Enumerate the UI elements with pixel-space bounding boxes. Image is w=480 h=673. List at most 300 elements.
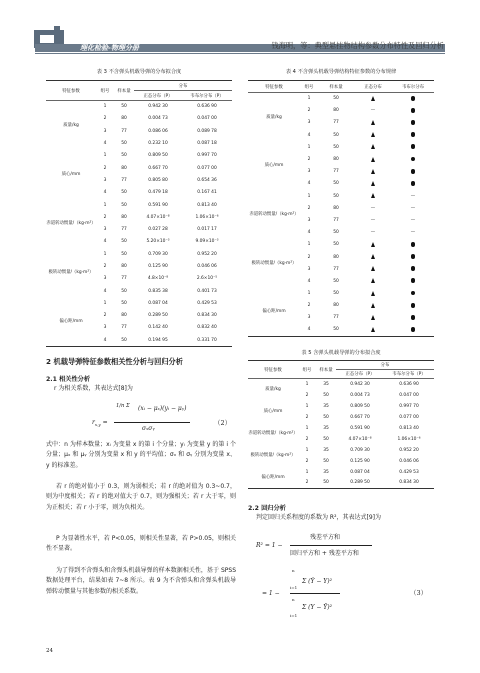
sample-size-cell: 50 — [121, 202, 127, 208]
param-cell: 质量/kg — [63, 122, 79, 128]
weibull-fit-cell — [392, 166, 434, 178]
table-row — [46, 150, 232, 162]
sample-size-cell: 80 — [121, 165, 127, 171]
table3-caption: 表 3 不含弹头机载导弹的分布拟合度 — [96, 69, 182, 75]
table-row — [248, 467, 434, 478]
triangle-marker-icon — [371, 254, 375, 259]
triangle-marker-icon — [371, 120, 375, 125]
group-cell: 3 — [103, 276, 107, 282]
param-cell: 偏心距/mm — [59, 319, 83, 325]
normal-p-cell: 0.591 90 — [148, 202, 168, 208]
header-rule — [35, 53, 445, 54]
triangle-marker-icon — [371, 242, 375, 247]
eq3-fraction-bar-1 — [290, 545, 372, 546]
dash-marker: — — [370, 205, 376, 211]
normal-fit-cell — [354, 117, 392, 129]
normal-p-cell: 4.8×10⁻⁸ — [147, 276, 169, 282]
normal-fit-cell — [354, 166, 392, 178]
table5-header-normal: 正态分布（P） — [345, 372, 375, 377]
sample-size-cell: 77 — [333, 120, 339, 126]
sample-size-cell: 50 — [121, 251, 127, 257]
eq3-label: （3） — [410, 589, 428, 597]
filled-circle-marker-icon — [411, 242, 416, 247]
group-cell: 2 — [305, 414, 309, 420]
normal-p-cell: 0.125 90 — [350, 458, 370, 464]
weibull-fit-cell — [392, 93, 434, 105]
group-cell: 2 — [307, 108, 311, 114]
normal-p-cell: 0.942 30 — [350, 381, 370, 387]
normal-fit-cell — [354, 178, 392, 190]
eq3-lhs: R² = 1 − — [256, 542, 283, 549]
table-row — [248, 288, 434, 300]
normal-fit-cell — [354, 93, 392, 105]
normal-p-cell: 0.027 28 — [148, 227, 168, 233]
eq2-denominator: σₓσᵧ — [142, 425, 155, 432]
normal-p-cell: 0.667 70 — [350, 414, 370, 420]
dash-marker: — — [410, 217, 416, 223]
filled-circle-marker-icon — [411, 120, 416, 125]
sample-size-cell: 50 — [333, 291, 339, 297]
param-cell: 偏心距/mm — [261, 474, 285, 480]
table3 — [46, 80, 232, 347]
weibull-fit-cell — [392, 178, 434, 190]
group-cell: 1 — [103, 104, 107, 110]
group-cell: 1 — [103, 251, 107, 257]
group-cell: 4 — [103, 337, 107, 343]
table4 — [248, 80, 434, 337]
group-cell: 1 — [305, 381, 309, 387]
sample-size-cell: 35 — [323, 447, 329, 453]
running-title: 钱海明，等：典型悬挂物结构参数分布特性及回归分析 — [271, 41, 444, 50]
group-cell: 1 — [103, 202, 107, 208]
sample-size-cell: 77 — [121, 128, 127, 134]
weibull-fit-cell — [392, 105, 434, 117]
group-cell: 1 — [307, 193, 311, 199]
table3-header-dist: 分布 — [134, 81, 232, 91]
subsection-heading-2-1: 2.1 相关性分析 — [46, 376, 91, 383]
filled-circle-marker-icon — [411, 96, 416, 101]
eq2-fraction-bar — [114, 422, 190, 423]
filled-circle-marker-icon — [411, 254, 416, 259]
group-cell: 2 — [305, 392, 309, 398]
normal-fit-cell — [354, 275, 392, 287]
sample-size-cell: 50 — [333, 132, 339, 138]
sample-size-cell: 50 — [333, 242, 339, 248]
sample-size-cell: 50 — [333, 278, 339, 284]
normal-p-cell: 0.087 04 — [148, 300, 168, 306]
table5 — [248, 360, 434, 489]
eq3-sum-bottom-1: i=1 — [290, 585, 298, 590]
table3-header-n: 样本量 — [117, 88, 131, 94]
weibull-fit-cell — [392, 129, 434, 141]
normal-p-cell: 4.07×10⁻⁸ — [146, 214, 170, 220]
triangle-marker-icon — [371, 327, 375, 332]
table5-header-n: 样本量 — [319, 367, 333, 373]
triangle-marker-icon — [371, 315, 375, 320]
table-row — [46, 199, 232, 211]
page-header — [0, 0, 480, 60]
regression-intro: 判定回归关系程度的系数为 R²，其表达式[9]为 — [256, 514, 381, 521]
filled-circle-marker-icon — [411, 169, 416, 174]
weibull-p-cell: 0.046 06 — [197, 264, 217, 269]
sample-size-cell: 50 — [323, 458, 329, 464]
group-cell: 1 — [307, 291, 311, 297]
table4-header-weibull: 韦布尔分布 — [402, 84, 424, 90]
weibull-fit-cell — [392, 300, 434, 312]
normal-p-cell: 0.835 38 — [148, 288, 168, 294]
normal-fit-cell — [354, 105, 392, 117]
group-cell: 2 — [307, 254, 311, 260]
normal-p-cell: 5.20×10⁻³ — [146, 239, 170, 245]
weibull-fit-cell — [392, 275, 434, 287]
table4-header-normal: 正态分布 — [364, 84, 382, 90]
normal-p-cell: 0.942 30 — [148, 104, 168, 110]
weibull-p-cell: 0.046 06 — [399, 458, 419, 464]
group-cell: 1 — [103, 153, 107, 159]
weibull-fit-cell — [392, 239, 434, 251]
filled-circle-marker-icon — [411, 157, 416, 162]
group-cell: 4 — [307, 278, 311, 284]
para-significance: P 为显著性水平，若 P<0.05，则相关性显著，若 P>0.05，则相关性不显著。 — [46, 535, 236, 553]
normal-p-cell: 0.289 50 — [350, 480, 370, 486]
weibull-p-cell: 0.832 40 — [197, 325, 217, 331]
sample-size-cell: 80 — [333, 254, 339, 260]
triangle-marker-icon — [371, 132, 375, 137]
sample-size-cell: 50 — [121, 300, 127, 306]
group-cell: 3 — [103, 325, 107, 331]
eq3-denominator-1: 回归平方和 + 残差平方和 — [290, 550, 359, 557]
table5-caption: 表 5 含弹头机载导弹的分布拟合度 — [301, 350, 381, 356]
table4-body — [248, 93, 434, 337]
table-row — [46, 248, 232, 260]
weibull-p-cell: 0.654 36 — [197, 177, 217, 183]
param-cell: 质心/mm — [264, 163, 284, 169]
group-cell: 2 — [305, 458, 309, 464]
normal-p-cell: 0.194 95 — [148, 337, 168, 343]
sample-size-cell: 50 — [121, 337, 127, 343]
sample-size-cell: 77 — [333, 169, 339, 175]
normal-fit-cell — [354, 214, 392, 226]
weibull-fit-cell — [392, 202, 434, 214]
normal-p-cell: 0.809 50 — [350, 403, 370, 409]
table-row — [248, 445, 434, 456]
sample-size-cell: 35 — [323, 425, 329, 431]
weibull-p-cell: 0.813 40 — [197, 202, 217, 208]
weibull-fit-cell — [392, 117, 434, 129]
eq3-sum-top-1: n — [292, 568, 295, 573]
normal-fit-cell — [354, 263, 392, 275]
normal-p-cell: 0.004 73 — [350, 392, 370, 398]
weibull-p-cell: 2.6×10⁻⁵ — [196, 276, 218, 282]
weibull-p-cell: 1.06×10⁻⁶ — [397, 436, 421, 442]
normal-p-cell: 0.232 10 — [148, 141, 168, 147]
group-cell: 3 — [307, 315, 311, 321]
correlation-intro: r 为相关系数，其表达式[8]为 — [54, 385, 133, 392]
filled-circle-marker-icon — [411, 278, 416, 283]
filled-circle-marker-icon — [411, 291, 416, 296]
sample-size-cell: 77 — [121, 177, 127, 183]
sample-size-cell: 50 — [333, 193, 339, 199]
subsection-heading-2-2: 2.2 回归分析 — [248, 505, 286, 512]
sample-size-cell: 80 — [333, 303, 339, 309]
weibull-p-cell: 9.09×10⁻³ — [195, 239, 219, 245]
sample-size-cell: 35 — [323, 403, 329, 409]
param-cell: 极转动惯量/（kg·m²） — [250, 453, 296, 458]
table-row — [248, 93, 434, 105]
weibull-fit-cell — [392, 288, 434, 300]
triangle-marker-icon — [371, 181, 375, 186]
filled-circle-marker-icon — [411, 144, 416, 149]
weibull-fit-cell — [392, 263, 434, 275]
weibull-fit-cell — [392, 214, 434, 226]
eq3-denominator-2: Σ (Y − Ȳ)² — [302, 604, 332, 611]
group-cell: 1 — [307, 144, 311, 150]
param-cell: 质量/kg — [265, 387, 281, 393]
normal-p-cell: 0.004 73 — [148, 116, 168, 122]
page-number: 24 — [46, 648, 54, 654]
triangle-marker-icon — [371, 193, 375, 198]
table-row — [248, 423, 434, 434]
table-row — [248, 239, 434, 251]
table5-header-param: 特征参数 — [264, 367, 282, 373]
sample-size-cell: 77 — [121, 325, 127, 331]
sample-size-cell: 80 — [121, 264, 127, 269]
group-cell: 1 — [103, 300, 107, 306]
triangle-marker-icon — [371, 169, 375, 174]
normal-fit-cell — [354, 251, 392, 263]
weibull-p-cell: 0.952 20 — [197, 251, 217, 257]
weibull-p-cell: 0.636 90 — [399, 381, 419, 387]
sample-size-cell: 77 — [333, 217, 339, 223]
sample-size-cell: 77 — [121, 227, 127, 233]
sample-size-cell: 50 — [121, 141, 127, 147]
table-row — [248, 141, 434, 153]
eq2-lhs: $r_{x,y}$ = — [92, 419, 108, 428]
group-cell: 4 — [103, 239, 107, 245]
weibull-fit-cell — [392, 251, 434, 263]
group-cell: 4 — [307, 327, 311, 333]
weibull-p-cell: 0.087 18 — [197, 141, 217, 147]
filled-circle-marker-icon — [411, 132, 416, 137]
normal-p-cell: 0.125 90 — [148, 264, 168, 269]
normal-fit-cell — [354, 300, 392, 312]
group-cell: 2 — [307, 205, 311, 211]
group-cell: 3 — [307, 169, 311, 175]
triangle-marker-icon — [371, 266, 375, 271]
normal-p-cell: 0.479 18 — [148, 190, 168, 196]
weibull-p-cell: 0.167 41 — [197, 190, 217, 196]
table-row — [46, 101, 232, 113]
para-variables: 式中：n 为样本数量；xᵢ 为变量 x 的第 i 个分量；yᵢ 为变量 y 的第 i 个分量；μₓ 和 μᵧ 分别为变量 x 和 y 的平均值；σₓ 和 σᵧ 分别为变量 x、y 的标准差。 — [46, 441, 236, 469]
dash-marker: — — [370, 108, 376, 114]
sample-size-cell: 35 — [323, 381, 329, 387]
normal-fit-cell — [354, 141, 392, 153]
dash-marker: — — [370, 230, 376, 236]
weibull-p-cell: 0.834 30 — [399, 480, 419, 486]
group-cell: 3 — [307, 217, 311, 223]
table5-header-weibull: 韦布尔分布（P） — [392, 372, 426, 377]
weibull-fit-cell — [392, 153, 434, 165]
weibull-fit-cell — [392, 324, 434, 336]
group-cell: 4 — [103, 190, 107, 196]
sample-size-cell: 50 — [323, 480, 329, 486]
dash-marker: — — [410, 230, 416, 236]
table5-header-group: 组号 — [302, 367, 312, 373]
weibull-p-cell: 0.813 40 — [399, 425, 419, 431]
eq3-second-lhs: = 1 − — [262, 590, 280, 597]
group-cell: 4 — [307, 230, 311, 236]
weibull-p-cell: 0.077 00 — [399, 414, 419, 420]
dash-marker: — — [410, 205, 416, 211]
group-cell: 3 — [307, 120, 311, 126]
eq3-fraction-bar-2 — [290, 593, 340, 594]
table-row — [248, 190, 434, 202]
normal-p-cell: 0.809 50 — [148, 153, 168, 159]
sample-size-cell: 50 — [333, 327, 339, 333]
normal-fit-cell — [354, 312, 392, 324]
table3-header-normal: 正态分布（P） — [143, 93, 173, 99]
table3-header-group: 组号 — [100, 88, 110, 94]
normal-fit-cell — [354, 202, 392, 214]
group-cell: 1 — [305, 447, 309, 453]
sample-size-cell: 80 — [121, 116, 127, 122]
eq2-numerator: (xᵢ − μₓ)(yᵢ − μᵧ) — [138, 405, 187, 412]
normal-p-cell: 0.667 70 — [148, 165, 168, 171]
triangle-marker-icon — [371, 96, 375, 101]
filled-circle-marker-icon — [411, 181, 416, 186]
sample-size-cell: 50 — [323, 392, 329, 398]
group-cell: 4 — [307, 181, 311, 187]
sample-size-cell: 50 — [333, 230, 339, 236]
param-cell: 质心/mm — [61, 171, 81, 177]
filled-circle-marker-icon — [411, 327, 416, 332]
journal-name: 理化检验-物理分册 — [80, 44, 139, 52]
group-cell: 2 — [103, 116, 107, 122]
group-cell: 1 — [305, 425, 309, 431]
weibull-p-cell: 0.636 90 — [197, 104, 217, 110]
weibull-p-cell: 0.834 30 — [197, 313, 217, 319]
param-cell: 质心/mm — [263, 409, 283, 414]
filled-circle-marker-icon — [411, 266, 416, 271]
normal-fit-cell — [354, 129, 392, 141]
para-correlation-levels: 若 r 的绝对值小于 0.3，则为弱相关；若 r 的绝对值为 0.3~0.7，则为中度相关；若 r 的绝对值大于 0.7，则为强相关；若 r 大于零，则为正相关；若 r 小于零，则为负相关。 — [46, 483, 236, 511]
param-cell: 赤道转动惯量/（kg·m²） — [248, 431, 298, 436]
group-cell: 2 — [305, 480, 309, 486]
normal-fit-cell — [354, 324, 392, 336]
group-cell: 2 — [307, 157, 311, 163]
filled-circle-marker-icon — [411, 303, 416, 308]
sample-size-cell: 80 — [333, 108, 339, 114]
weibull-p-cell: 0.047 00 — [399, 392, 419, 398]
param-cell: 极转动惯量/（kg·m²） — [251, 260, 297, 266]
sample-size-cell: 35 — [323, 469, 329, 475]
group-cell: 2 — [305, 436, 309, 442]
weibull-p-cell: 0.429 53 — [197, 300, 217, 306]
eq3-numerator-1: 残差平方和 — [310, 534, 341, 541]
sample-size-cell: 50 — [333, 181, 339, 187]
group-cell: 3 — [103, 128, 107, 134]
group-cell: 1 — [307, 242, 311, 248]
table5-body — [248, 379, 434, 489]
normal-p-cell: 0.805 80 — [148, 177, 168, 183]
param-cell: 质量/kg — [266, 114, 282, 120]
weibull-fit-cell — [392, 190, 434, 202]
eq3-sum-top-2: n — [292, 597, 295, 602]
weibull-p-cell: 0.429 53 — [399, 469, 419, 475]
weibull-p-cell: 0.089 78 — [197, 128, 217, 134]
table-row — [46, 297, 232, 309]
table5-header-dist: 分布 — [336, 361, 434, 370]
normal-fit-cell — [354, 288, 392, 300]
dash-marker: — — [370, 217, 376, 223]
table3-header-weibull: 韦布尔分布（P） — [190, 93, 224, 99]
normal-p-cell: 0.087 04 — [350, 469, 370, 475]
table4-caption: 表 4 不含弹头机载导弹结构特征参数的分布规律 — [285, 69, 397, 75]
param-cell: 赤道转动惯量/（kg·m²） — [249, 211, 299, 217]
table3-body — [46, 101, 232, 347]
weibull-p-cell: 0.331 70 — [197, 337, 217, 343]
table4-header-n: 样本量 — [329, 84, 343, 90]
para-spss: 为了得到不含弹头和含弹头机载导弹的样本数据相关性，基于 SPSS 数据处理平台，结果如表 7~8 所示。表 9 为不含弹头和含弹头机载导弹转动惯量与其他参数的相关系数。 — [46, 567, 236, 595]
normal-p-cell: 4.07×10⁻⁸ — [348, 436, 372, 442]
sample-size-cell: 77 — [333, 315, 339, 321]
sample-size-cell: 50 — [333, 144, 339, 150]
sample-size-cell: 50 — [121, 239, 127, 245]
normal-p-cell: 0.289 50 — [148, 313, 168, 319]
group-cell: 4 — [103, 141, 107, 147]
table4-header-group: 组号 — [304, 84, 314, 90]
table-row — [248, 379, 434, 390]
section-heading-2: 2 机载导弹特征参数相关性分析与回归分析 — [46, 357, 183, 366]
group-cell: 1 — [305, 403, 309, 409]
param-cell: 赤道转动惯量/（kg·m²） — [46, 220, 96, 226]
dash-marker: — — [410, 193, 416, 199]
group-cell: 3 — [307, 266, 311, 272]
normal-p-cell: 0.142 40 — [148, 325, 168, 331]
weibull-p-cell: 0.997 70 — [399, 403, 419, 409]
filled-circle-marker-icon — [411, 108, 416, 113]
weibull-fit-cell — [392, 227, 434, 239]
table3-header-param: 特征参数 — [62, 88, 80, 94]
normal-p-cell: 0.709 30 — [148, 251, 168, 257]
sample-size-cell: 80 — [121, 214, 127, 220]
normal-fit-cell — [354, 239, 392, 251]
weibull-p-cell: 0.047 00 — [197, 116, 217, 122]
eq3-numerator-2: Σ (Ŷ − Y)² — [302, 578, 332, 585]
weibull-p-cell: 0.077 00 — [197, 165, 217, 171]
triangle-marker-icon — [371, 291, 375, 296]
eq2-label: （2） — [214, 419, 232, 427]
normal-fit-cell — [354, 190, 392, 202]
sample-size-cell: 80 — [333, 157, 339, 163]
group-cell: 1 — [307, 96, 311, 102]
sample-size-cell: 50 — [323, 436, 329, 442]
weibull-p-cell: 0.952 20 — [399, 447, 419, 453]
weibull-p-cell: 0.401 73 — [197, 288, 217, 294]
weibull-p-cell: 0.997 70 — [197, 153, 217, 159]
group-cell: 3 — [103, 177, 107, 183]
normal-fit-cell — [354, 153, 392, 165]
triangle-marker-icon — [371, 157, 375, 162]
sample-size-cell: 50 — [121, 190, 127, 196]
sample-size-cell: 50 — [121, 288, 127, 294]
sample-size-cell: 77 — [333, 266, 339, 272]
normal-fit-cell — [354, 227, 392, 239]
filled-circle-marker-icon — [411, 315, 416, 320]
weibull-fit-cell — [392, 312, 434, 324]
sample-size-cell: 80 — [333, 205, 339, 211]
group-cell: 1 — [305, 469, 309, 475]
